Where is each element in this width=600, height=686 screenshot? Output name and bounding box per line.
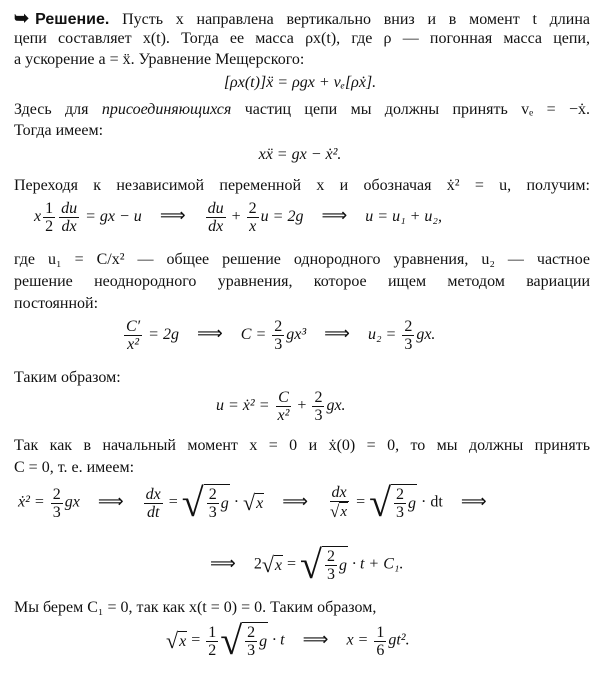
text: Пусть x направлена вертикально вниз и в момент t длина bbox=[122, 11, 590, 28]
sqrt-icon: √ bbox=[369, 480, 392, 525]
arrow-icon: ➥ bbox=[14, 8, 30, 28]
paragraph-5: Таким образом: bbox=[14, 369, 121, 386]
den: 3 bbox=[396, 504, 405, 521]
implies-icon: ⟹ bbox=[460, 490, 487, 511]
text: Здесь для bbox=[14, 101, 102, 118]
fraction bbox=[272, 318, 284, 353]
equation-6 bbox=[18, 480, 501, 525]
op: = bbox=[356, 493, 366, 511]
num: 1 bbox=[208, 623, 217, 641]
fraction bbox=[276, 389, 292, 424]
sqrt-icon: √ bbox=[243, 490, 256, 515]
den: 2 bbox=[45, 218, 54, 235]
num: 2 bbox=[396, 486, 405, 503]
sqrt bbox=[220, 618, 268, 663]
op: + bbox=[231, 208, 241, 226]
sqrt bbox=[181, 480, 230, 525]
num: du bbox=[61, 200, 78, 217]
den: 6 bbox=[376, 641, 385, 659]
den: 3 bbox=[52, 503, 61, 521]
rhs: · t bbox=[272, 631, 285, 649]
den: 3 bbox=[326, 566, 335, 583]
implies-icon: ⟹ bbox=[302, 628, 329, 649]
rhs: gx. bbox=[416, 326, 436, 344]
rhs: gt². bbox=[388, 631, 410, 649]
paragraph-6-line-2: C = 0, т. е. имеем: bbox=[14, 459, 135, 476]
implies-icon: ⟹ bbox=[159, 205, 186, 226]
sqrt: √ x bbox=[166, 628, 187, 653]
var: g bbox=[220, 494, 229, 512]
paragraph-1-line-2: цепи составляет x(t). Тогда ее масса ρx(t), где ρ — погонная масса цепи, bbox=[14, 30, 590, 47]
rhs: gx³ bbox=[286, 326, 307, 344]
fraction bbox=[59, 200, 79, 235]
num: C bbox=[278, 389, 289, 406]
op: + bbox=[297, 397, 307, 415]
equation-7 bbox=[196, 542, 404, 587]
paragraph-4-line-1: где u₁ = C/x² — общее решение однородного уравнения, u₂ — частное bbox=[14, 251, 590, 268]
sqrt: √ x bbox=[261, 552, 282, 577]
fraction bbox=[51, 486, 63, 521]
num: 2 bbox=[274, 318, 283, 335]
fraction bbox=[325, 548, 337, 583]
lhs: u₂ = bbox=[367, 326, 397, 344]
rhs: = 2g bbox=[148, 326, 179, 344]
lhs: 2 bbox=[253, 555, 262, 573]
num: 2 bbox=[247, 624, 256, 641]
den: 2 bbox=[208, 641, 217, 659]
den: x bbox=[249, 218, 257, 235]
implies-icon: ⟹ bbox=[210, 552, 236, 573]
den: x² bbox=[127, 336, 140, 353]
op: · bbox=[233, 493, 240, 511]
num: 2 bbox=[404, 318, 413, 335]
rhs: gx bbox=[64, 493, 80, 511]
fraction bbox=[394, 486, 406, 521]
sqrt-icon: √ bbox=[181, 480, 204, 525]
fraction bbox=[43, 200, 55, 235]
paragraph-2-line-1 bbox=[14, 100, 590, 120]
rhs: · dt bbox=[421, 493, 443, 511]
paragraph-6-line-1: Так как в начальный момент x = 0 и ẋ(0) = 0, то мы должны принять bbox=[14, 437, 590, 454]
fraction bbox=[374, 624, 386, 659]
sqrt: √ x bbox=[243, 490, 264, 515]
equation-8 bbox=[166, 618, 410, 663]
rhs: · t + C₁. bbox=[351, 555, 404, 573]
paragraph-2-line-2: Тогда имеем: bbox=[14, 122, 104, 139]
paragraph-4-line-3: постоянной: bbox=[14, 295, 99, 312]
equation-4 bbox=[122, 318, 435, 353]
paragraph-1-line-1 bbox=[14, 8, 590, 30]
num: 2 bbox=[248, 200, 257, 217]
paragraph-7: Мы берем C₁ = 0, так как x(t = 0) = 0. Таким образом, bbox=[14, 599, 377, 616]
op: = bbox=[191, 631, 201, 649]
lhs: x = bbox=[346, 631, 369, 649]
num: dx bbox=[145, 485, 161, 503]
den: 3 bbox=[404, 336, 413, 353]
den: dt bbox=[146, 503, 160, 521]
lhs: C = bbox=[240, 326, 267, 344]
var: g bbox=[338, 556, 347, 574]
equation-3 bbox=[34, 200, 442, 235]
lhs: u = ẋ² = bbox=[216, 397, 270, 415]
num: C′ bbox=[126, 318, 141, 335]
implies-icon: ⟹ bbox=[282, 490, 309, 511]
num: 2 bbox=[314, 389, 323, 406]
den: 3 bbox=[314, 407, 323, 424]
equation-meshchersky: [ρx(t)]ẍ = ρgx + vₑ[ρẋ]. bbox=[223, 74, 377, 91]
sqrt-icon: √ bbox=[261, 552, 274, 577]
var: g bbox=[259, 632, 268, 650]
den: 3 bbox=[274, 336, 283, 353]
sqrt bbox=[369, 480, 417, 525]
implies-icon: ⟹ bbox=[196, 323, 223, 344]
fraction bbox=[402, 318, 414, 353]
rhs: u = u₁ + u₂, bbox=[365, 208, 442, 226]
equation-5 bbox=[216, 389, 346, 424]
fraction bbox=[206, 200, 226, 235]
emphasis: присоединяющихся bbox=[101, 101, 232, 118]
fraction bbox=[124, 318, 142, 353]
paragraph-1-line-3: а ускорение a = ẍ. Уравнение Мещерского: bbox=[14, 51, 305, 68]
solution-heading: Решение. bbox=[35, 11, 110, 28]
var: x bbox=[34, 208, 42, 226]
sqrt-icon: √ bbox=[166, 628, 179, 653]
sqrt-icon: √ bbox=[330, 502, 340, 521]
den: 3 bbox=[208, 504, 217, 521]
fraction bbox=[144, 486, 163, 521]
num: du bbox=[207, 200, 224, 217]
lhs: ẋ² = bbox=[18, 493, 45, 511]
implies-icon: ⟹ bbox=[321, 205, 348, 226]
den: x² bbox=[277, 407, 290, 424]
paragraph-4-line-2: решение неоднородного уравнения, которое ищем методом вариации bbox=[14, 273, 590, 290]
fraction bbox=[312, 389, 324, 424]
num: 2 bbox=[208, 486, 217, 503]
text: частиц цепи мы должны принять vₑ = −ẋ. bbox=[231, 101, 591, 118]
sqrt-icon: √ bbox=[220, 618, 243, 663]
den: dx bbox=[208, 218, 224, 235]
equation-2: xẍ = gx − ẋ². bbox=[258, 146, 342, 163]
num: 1 bbox=[45, 200, 54, 217]
fraction bbox=[247, 200, 259, 235]
den: 3 bbox=[247, 642, 256, 659]
implies-icon: ⟹ bbox=[324, 323, 350, 344]
rhs: u = 2g bbox=[260, 208, 304, 226]
num: 2 bbox=[52, 485, 61, 503]
rhs: gx. bbox=[326, 397, 346, 415]
num: 2 bbox=[326, 548, 335, 565]
implies-icon: ⟹ bbox=[97, 490, 124, 511]
fraction bbox=[206, 624, 218, 659]
rhs: = gx − u bbox=[85, 208, 142, 226]
op: = bbox=[287, 555, 297, 573]
paragraph-3: Переходя к независимой переменной x и обозначая ẋ² = u, получим: bbox=[14, 177, 590, 194]
num: dx bbox=[331, 484, 347, 501]
den: dx bbox=[61, 218, 77, 235]
op: = bbox=[168, 493, 178, 511]
sqrt bbox=[300, 542, 348, 587]
fraction bbox=[245, 624, 257, 659]
sqrt-icon: √ bbox=[300, 542, 322, 587]
fraction: dx √ x bbox=[330, 484, 348, 521]
fraction bbox=[207, 486, 219, 521]
num: 1 bbox=[376, 623, 385, 641]
var: g bbox=[408, 494, 417, 512]
